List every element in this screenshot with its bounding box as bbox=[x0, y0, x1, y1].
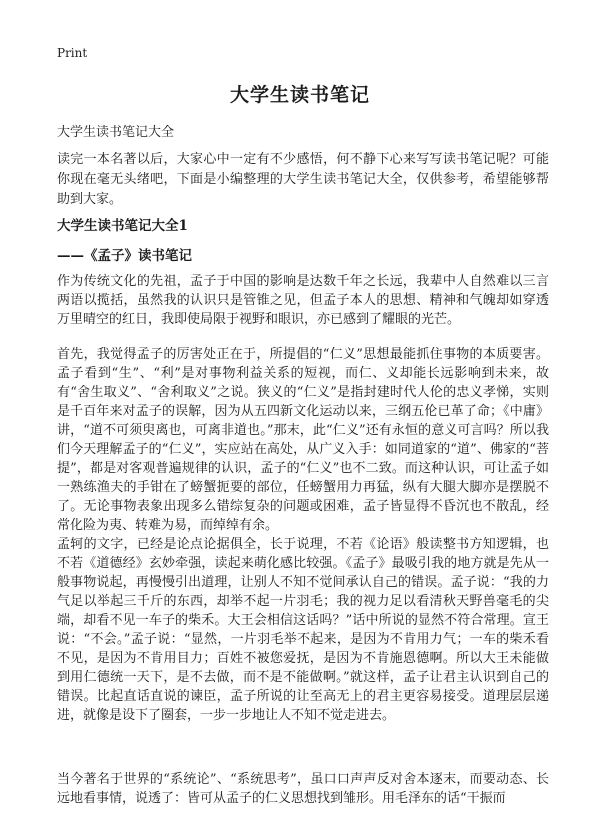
body-paragraph: 孟轲的文字，已经是论点论据俱全，长于说理，不若《论语》般读整书方知逻辑，也不若《道德经》玄妙牵强，读起来萌化感比较强。《孟子》最吸引我的地方就是先从一般事物说起，再慢慢引出道理，让别人不知不觉间承认自己的错误。孟子说：“我的力气足以举起三千斤的东西，却举不起一片羽毛；我的视力足以看清秋天野兽毫毛的尖端，却看不见一车子的柴禾。大王会相信这话吗？”话中所说的显然不符合常理。宣王说：“不会。”孟子说：“显然，一片羽毛举不起来，是因为不肯用力气；一车的柴禾看不见，是因为不肯用目力；百姓不被您爱抚，是因为不肯施恩德啊。所以大王未能做到用仁德统一天下，是不去做，而不是不能做啊。”就这样，孟子让君主认识到自己的错误。比起直话直说的谏臣，孟子所说的让至高无上的君主更容易接受。道理层层递进，就像是设下了圈套，一步一步地让人不知不觉走进去。 bbox=[57, 537, 549, 723]
intro-paragraph: 读完一本名著以后，大家心中一定有不少感悟，何不静下心来写写读书笔记呢？可能你现在毫无头绪吧，下面是小编整理的大学生读书笔记大全，仅供参考，希望能够帮助到大家。 bbox=[57, 152, 549, 207]
print-label[interactable]: Print bbox=[57, 46, 88, 60]
body-paragraph: 作为传统文化的先祖，孟子于中国的影响是达数千年之长远，我辈中人自然难以三言两语以揽括，虽然我的认识只是管锥之见，但孟子本人的思想、精神和气魄却如穿透万里晴空的红日，我即使局限于视野和眼识，亦已感到了耀眼的光芒。 bbox=[57, 274, 549, 327]
document-subtitle: 大学生读书笔记大全 bbox=[57, 125, 175, 140]
sub-heading: ——《孟子》读书笔记 bbox=[57, 248, 192, 264]
body-paragraph: 当今著名于世界的“系统论”、“系统思考”，虽口口声声反对舍本逐末，而要动态、长远地看事情，说透了：皆可从孟子的仁义思想找到雏形。用毛泽东的话“干振而 bbox=[57, 772, 549, 806]
page-title: 大学生读书笔记 bbox=[229, 84, 370, 106]
section-heading: 大学生读书笔记大全1 bbox=[57, 218, 188, 234]
body-paragraph: 首先，我觉得孟子的厉害处正在于，所提倡的“仁义”思想最能抓住事物的本质要害。孟子看到“生”、“利”是对事物利益关系的短视，而仁、义却能长远影响到未来，故有“舍生取义”、“舍利取义”之说。狭义的“仁义”是指封建时代人伦的忠义孝悌，实则是千百年来对孟子的误解，因为从五四新文化运动以来，三纲五伦已革了命；《中庸》讲，“道不可须臾离也，可离非道也。”那末，此“仁义”还有永恒的意义可言吗？所以我们今天理解孟子的“仁义”，实应站在高处，从广义入手：如同道家的“道”、佛家的“菩提”，都是对客观普遍规律的认识，孟子的“仁义”也不二致。而这种认识，可让孟子如一熟练渔夫的手钳在了螃蟹扼要的部位，任螃蟹用力再猛，纵有大腿大脚亦是摆脱不了。无论事物表象出现多么错综复杂的问题或困难，孟子皆显得不昏沉也不散乱，经常化险为夷、转难为易，而绰绰有余。 bbox=[57, 347, 549, 533]
